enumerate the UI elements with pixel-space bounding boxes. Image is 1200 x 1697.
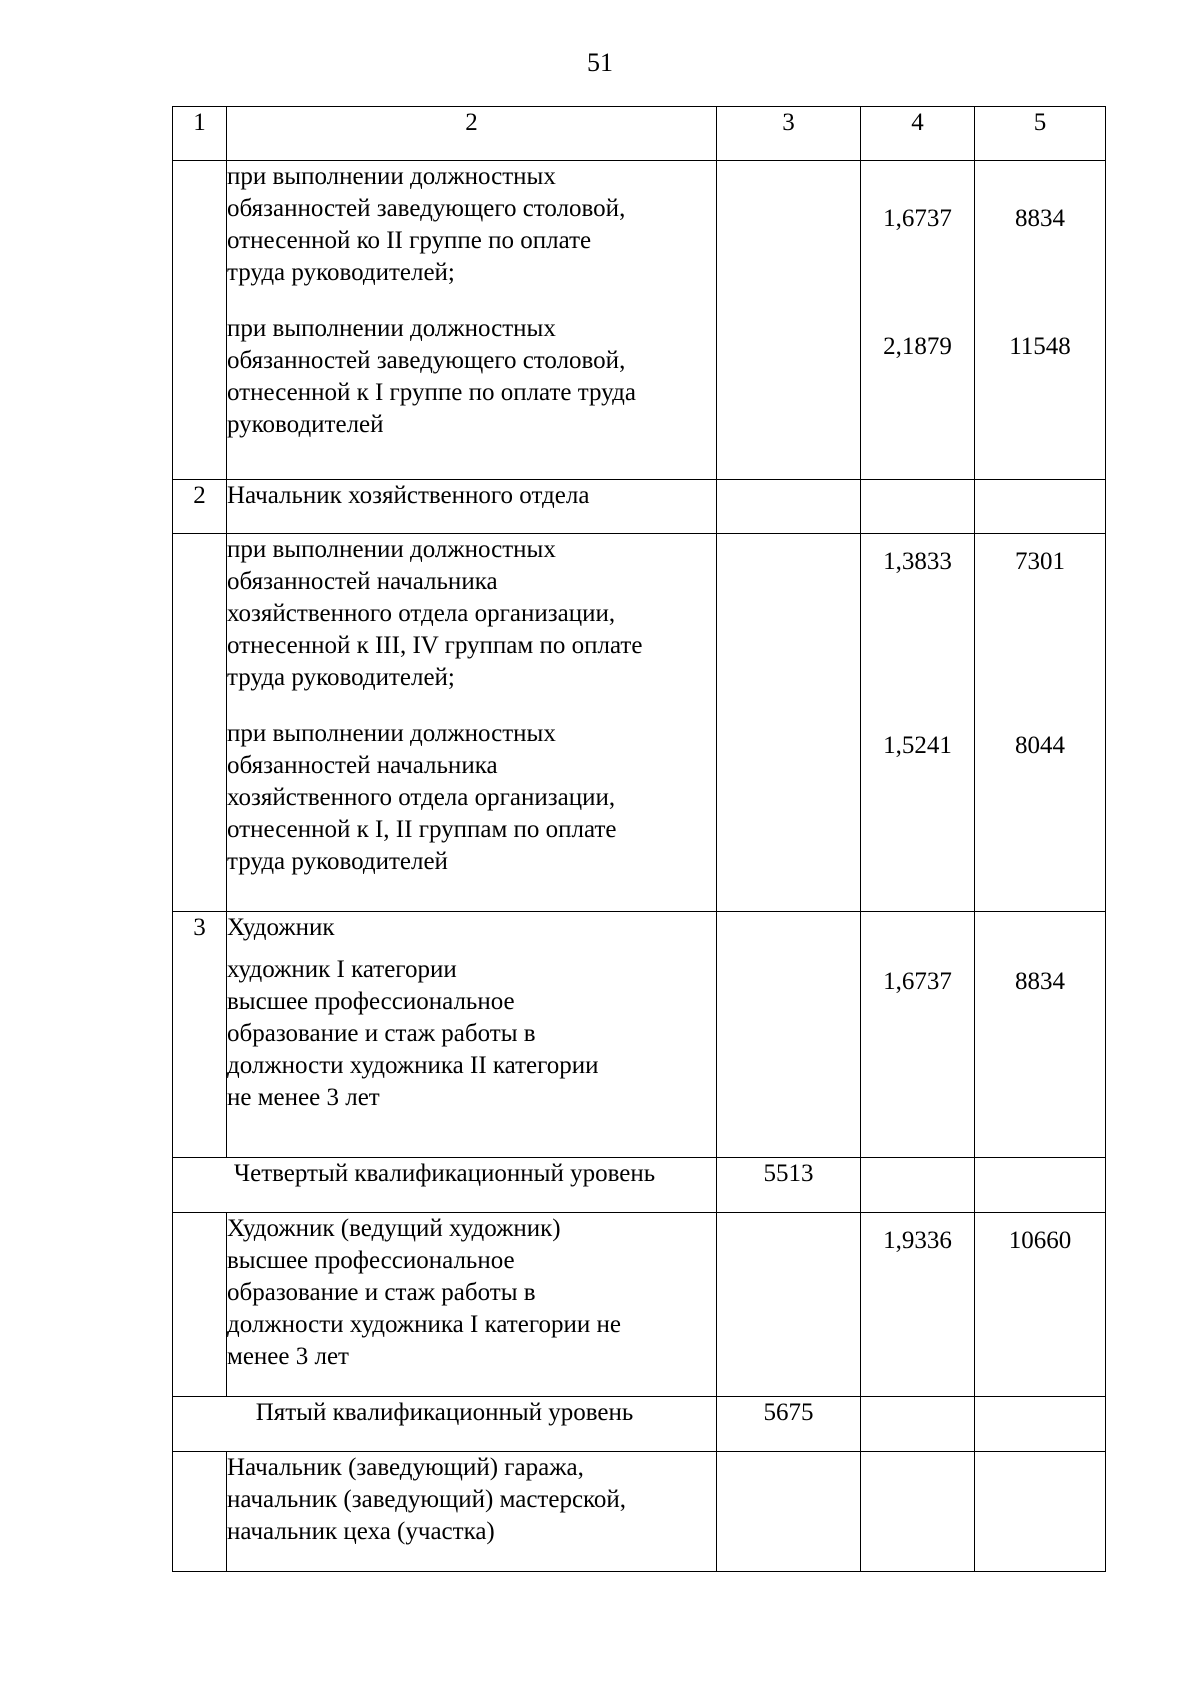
row-number-cell: [173, 1213, 227, 1397]
header-cell-4: 4: [861, 107, 975, 161]
coefficient-value: 1,6737: [883, 205, 952, 232]
header-cell-1: 1: [173, 107, 227, 161]
base-salary-value: 5675: [717, 1397, 861, 1452]
salary-value: 8834: [1015, 968, 1065, 995]
base-salary-cell: [717, 480, 861, 534]
salary-cell: [975, 480, 1106, 534]
header-cell-2: 2: [227, 107, 717, 161]
base-salary-cell: [717, 1452, 861, 1572]
coefficient-value: 1,6737: [883, 968, 952, 995]
table-row: [173, 534, 1106, 912]
position-title: Художник: [227, 914, 335, 941]
salary-cell: [975, 1158, 1106, 1213]
page-number: 51: [587, 48, 613, 77]
description-cell: Начальник (заведующий) гаража, начальник (заведующий) мастерской, начальник цеха (участка): [227, 1452, 717, 1572]
position-requirements: художник I категории высшее профессиональное образование и стаж работы в должности художника II категории не менее 3 лет: [227, 956, 599, 1111]
salary-value: 8834: [1015, 205, 1065, 232]
header-cell-3: 3: [717, 107, 861, 161]
description-cell: Художник (ведущий художник) высшее профессиональное образование и стаж работы в должности художника I категории не менее 3 лет: [227, 1213, 717, 1397]
description-cell: [227, 161, 717, 480]
salary-value: 8044: [1015, 732, 1065, 759]
header-cell-5: 5: [975, 107, 1106, 161]
salary-cell: [975, 1213, 1106, 1397]
base-salary-cell: [717, 161, 861, 480]
salary-cell: [975, 1397, 1106, 1452]
coefficient-cell: [861, 1452, 975, 1572]
row-number-cell: 2: [173, 480, 227, 534]
description-cell: [227, 534, 717, 912]
base-salary-value: 5513: [717, 1158, 861, 1213]
qualification-level-label: Пятый квалификационный уровень: [173, 1397, 717, 1452]
coefficient-value: 1,9336: [883, 1227, 952, 1254]
base-salary-cell: [717, 912, 861, 1158]
coefficient-cell: [861, 161, 975, 480]
row-number-cell: [173, 161, 227, 480]
coefficient-cell: [861, 1158, 975, 1213]
salary-cell: [975, 161, 1106, 480]
row-number-cell: [173, 534, 227, 912]
salary-value: 10660: [1008, 1227, 1072, 1254]
row-number-cell: 3: [173, 912, 227, 1158]
qualification-level-label: Четвертый квалификационный уровень: [173, 1158, 717, 1213]
duty-text: при выполнении должностных обязанностей заведующего столовой, отнесенной к I группе по оплате труда руководителей: [227, 315, 636, 438]
table-row: [173, 912, 1106, 1158]
table-row: [173, 161, 1106, 480]
salary-value: 7301: [1015, 548, 1065, 575]
salary-cell: [975, 1452, 1106, 1572]
salary-value: 11548: [1009, 333, 1071, 360]
coefficient-cell: [861, 912, 975, 1158]
base-salary-cell: [717, 534, 861, 912]
row-number-cell: [173, 1452, 227, 1572]
table-header-row: [173, 107, 1106, 161]
coefficient-value: 1,5241: [883, 732, 952, 759]
qualification-level-row: [173, 1158, 1106, 1213]
salary-cell: [975, 534, 1106, 912]
coefficient-cell: [861, 534, 975, 912]
base-salary-cell: [717, 1213, 861, 1397]
table-row: [173, 1452, 1106, 1572]
description-cell: [227, 912, 717, 1158]
coefficient-cell: [861, 1213, 975, 1397]
qualification-level-row: [173, 1397, 1106, 1452]
qualification-table: [172, 106, 1106, 1572]
description-cell: Начальник хозяйственного отдела: [227, 480, 717, 534]
salary-cell: [975, 912, 1106, 1158]
coefficient-value: 1,3833: [883, 548, 952, 575]
coefficient-cell: [861, 1397, 975, 1452]
duty-text: при выполнении должностных обязанностей заведующего столовой, отнесенной ко II группе по оплате труда руководителей;: [227, 163, 626, 286]
coefficient-value: 2,1879: [883, 333, 952, 360]
table-row: [173, 1213, 1106, 1397]
duty-text: при выполнении должностных обязанностей начальника хозяйственного отдела организации, отнесенной к III, IV группам по оплате труда руководителей;: [227, 536, 643, 691]
coefficient-cell: [861, 480, 975, 534]
duty-text: при выполнении должностных обязанностей начальника хозяйственного отдела организации, отнесенной к I, II группам по оплате труда руководителей: [227, 720, 617, 875]
table-row: [173, 480, 1106, 534]
